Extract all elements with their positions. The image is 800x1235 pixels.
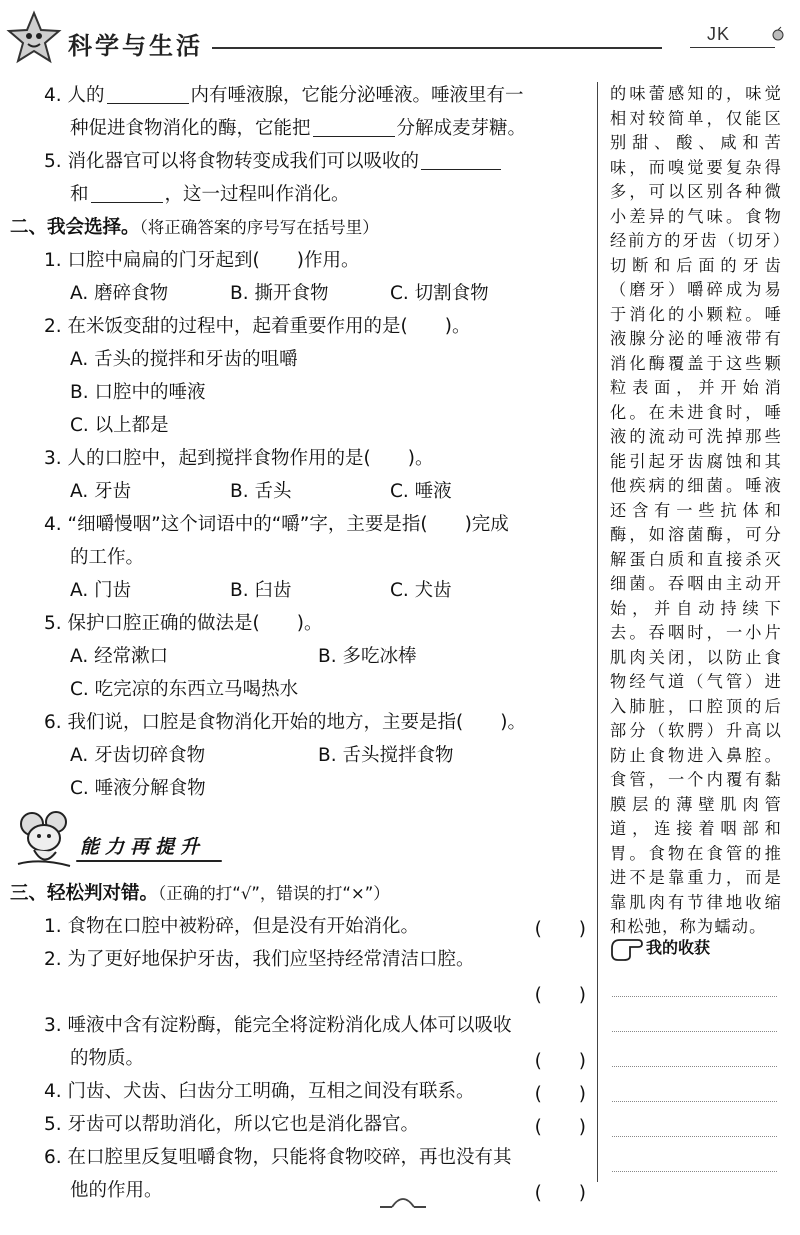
- option-a[interactable]: A. 牙齿切碎食物: [70, 745, 206, 766]
- star-mascot-icon: [6, 10, 62, 66]
- choice-question-2: 2. 在米饭变甜的过程中，起着重要作用的是( )。: [44, 316, 471, 337]
- fill-question-5-line2: 和 ，这一过程叫作消化。: [70, 184, 350, 205]
- judge-item-1: 1. 食物在口腔中被粉碎，但是没有开始消化。: [44, 916, 420, 937]
- choice-question-1: 1. 口腔中扁扁的门牙起到( )作用。: [44, 250, 360, 271]
- my-harvest-label: 我的收获: [646, 938, 711, 957]
- option-a[interactable]: A. 磨碎食物: [70, 283, 169, 304]
- notes-line[interactable]: [612, 1031, 777, 1032]
- choice-question-6: 6. 我们说，口腔是食物消化开始的地方，主要是指( )。: [44, 712, 526, 733]
- notes-line[interactable]: [612, 1101, 777, 1102]
- answer-parens[interactable]: ( ): [534, 1183, 586, 1204]
- notes-line[interactable]: [612, 1066, 777, 1067]
- page-ornament-icon: [378, 1193, 428, 1215]
- ability-banner-rule: [76, 860, 222, 862]
- answer-parens[interactable]: ( ): [534, 1084, 586, 1105]
- fill-question-4-line2: 种促进食物消化的酶，它能把 分解成麦芽糖。: [70, 118, 527, 139]
- option-c[interactable]: C. 以上都是: [70, 415, 169, 436]
- choice-question-4: 4. “细嚼慢咽”这个词语中的“嚼”字，主要是指( )完成: [44, 514, 509, 535]
- option-c[interactable]: C. 唾液分解食物: [70, 778, 206, 799]
- section-2-heading: 二、我会选择。（将正确答案的序号写在括号里）: [10, 217, 379, 238]
- decoration-icon: [770, 26, 786, 42]
- mouse-mascot-icon: [10, 808, 76, 870]
- choice-question-4-cont: 的工作。: [70, 547, 145, 568]
- option-c[interactable]: C. 唾液: [390, 481, 452, 502]
- choice-question-3: 3. 人的口腔中，起到搅拌食物作用的是( )。: [44, 448, 434, 469]
- option-b[interactable]: B. 舌头搅拌食物: [318, 745, 454, 766]
- answer-blank[interactable]: [421, 151, 501, 170]
- judge-item-3-cont: 的物质。: [70, 1048, 145, 1069]
- fill-question-5-line1: 5. 消化器官可以将食物转变成我们可以吸收的: [44, 150, 503, 174]
- ability-banner-title: 能力再提升: [80, 836, 206, 858]
- subject-code: JK: [707, 24, 731, 44]
- option-b[interactable]: B. 撕开食物: [230, 283, 329, 304]
- option-a[interactable]: A. 舌头的搅拌和牙齿的咀嚼: [70, 349, 298, 370]
- option-b[interactable]: B. 臼齿: [230, 580, 292, 601]
- answer-parens[interactable]: ( ): [534, 1051, 586, 1072]
- option-b[interactable]: B. 口腔中的唾液: [70, 382, 206, 403]
- option-a[interactable]: A. 经常漱口: [70, 646, 169, 667]
- option-a[interactable]: A. 牙齿: [70, 481, 132, 502]
- choice-question-5: 5. 保护口腔正确的做法是( )。: [44, 613, 323, 634]
- judge-item-6-cont: 他的作用。: [70, 1180, 163, 1201]
- option-b[interactable]: B. 多吃冰棒: [318, 646, 417, 667]
- notes-line[interactable]: [612, 996, 777, 997]
- answer-blank[interactable]: [91, 184, 163, 203]
- option-b[interactable]: B. 舌头: [230, 481, 292, 502]
- sidebar-reading-text: 的味蕾感知的，味觉相对较简单，仅能区别甜、酸、咸和苦味，而嗅觉要复杂得多，可以区别各种微小差异的气味。食物经前方的牙齿（切牙）切断和后面的牙齿（磨牙）嚼碎成为易于消化的小颗粒。唾液腺分泌的唾液带有消化酶覆盖于这些颗粒表面，并开始消化。在未进食时，唾液的流动可洗掉那些能引起牙齿腐蚀和其他疾病的细菌。唾液还含有一些抗体和酶，如溶菌酶，可分解蛋白质和直接杀灭细菌。吞咽由主动开始，并自动持续下去。吞咽时，一小片肌肉关闭，以防止食物经气道（气管）进入肺脏，口腔顶的后部分（软腭）升高以防止食物进入鼻腔。食管，一个内覆有黏膜层的薄壁肌肉管道，连接着咽部和胃。食物在食管的推进不是靠重力，而是靠肌肉有节律地收缩和松弛，称为蠕动。: [610, 84, 782, 936]
- judge-item-5: 5. 牙齿可以帮助消化，所以它也是消化器官。: [44, 1114, 420, 1135]
- answer-parens[interactable]: ( ): [534, 985, 586, 1006]
- answer-parens[interactable]: ( ): [534, 919, 586, 940]
- book-title: 科学与生活: [68, 31, 203, 60]
- option-c[interactable]: C. 犬齿: [390, 580, 452, 601]
- answer-parens[interactable]: ( ): [534, 1117, 586, 1138]
- answer-blank[interactable]: [313, 118, 395, 137]
- judge-item-3: 3. 唾液中含有淀粉酶，能完全将淀粉消化成人体可以吸收: [44, 1015, 512, 1036]
- column-divider: [597, 82, 598, 1182]
- option-c[interactable]: C. 切割食物: [390, 283, 489, 304]
- option-a[interactable]: A. 门齿: [70, 580, 132, 601]
- pointing-hand-icon: [608, 934, 644, 962]
- header-rule: [212, 47, 662, 49]
- notes-line[interactable]: [612, 1136, 777, 1137]
- fill-question-4-line1: 4. 人的 内有唾液腺，它能分泌唾液。唾液里有一: [44, 85, 524, 106]
- header-rule-right: [690, 47, 775, 48]
- judge-item-2: 2. 为了更好地保护牙齿，我们应坚持经常清洁口腔。: [44, 949, 475, 970]
- judge-item-6: 6. 在口腔里反复咀嚼食物，只能将食物咬碎，再也没有其: [44, 1147, 512, 1168]
- option-c[interactable]: C. 吃完凉的东西立马喝热水: [70, 679, 299, 700]
- section-3-heading: 三、轻松判对错。（正确的打“√”，错误的打“×”）: [10, 883, 390, 904]
- notes-line[interactable]: [612, 1171, 777, 1172]
- answer-blank[interactable]: [107, 85, 189, 104]
- judge-item-4: 4. 门齿、犬齿、臼齿分工明确，互相之间没有联系。: [44, 1081, 475, 1102]
